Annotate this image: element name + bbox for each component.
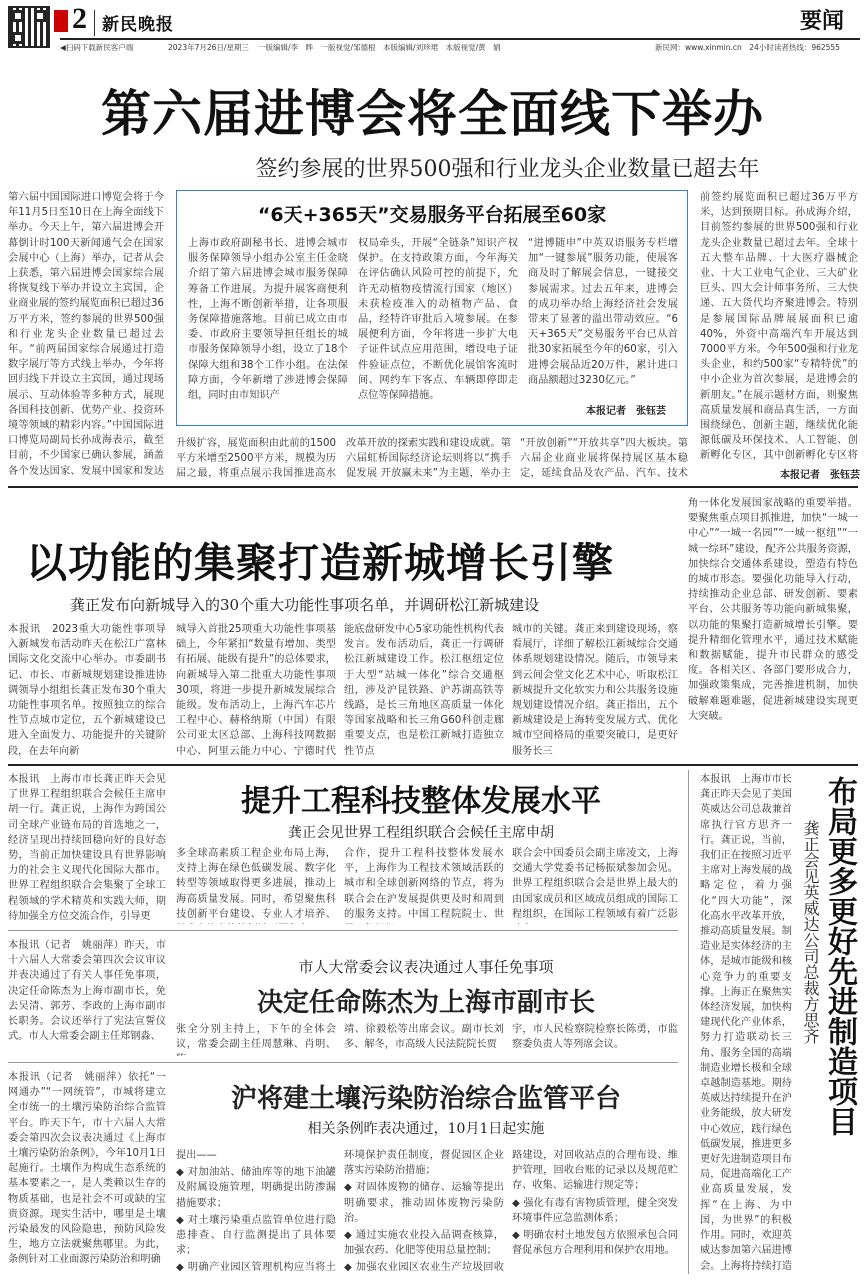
story5-bullet: ◆ 强化有毒有害物质管理，健全突发环境事件应急监测体系； [512,1197,678,1224]
story4-col2: 张全分别主持上，下午的全体会议，常委会副主任周慧琳、肖明、 [176,1024,336,1051]
story5-intro: 提出—— [176,1150,217,1161]
infobox-col1: 上海市政府副秘书长、进博会城市服务保障领导小组办公室主任金晓介绍了第六届进博会城市服务保障筹备工作进展。为提升展客商便利性，上海不断创新举措，让各项服务保障措施落地。目前已成立由市委、市政府主要领导担任组长的城市服务保障领导小组，设立了18个保障大组和38个工作小组。在法保障方面，今年新增了涉进博会保障组，同时由市知识产 [188,238,348,402]
story4-col4: 宇，市人民检察院检察长陈勇，市监察委负责人等列席会议。 [512,1024,678,1051]
divider-1 [8,486,858,488]
story5-col3 [344,1148,504,1274]
story5-bullet: ◆ 明确产业园区管理机构应当将土 [176,1262,336,1274]
story1-headline: 第六届进博会将全面线下举办 [101,85,764,143]
divider-2 [8,764,858,766]
story5-col1: 本报讯（记者 姚丽萍）依托“一网通办”“一网统管”，市城将建立全市统一的土壤污染防治综合监管平台。昨天下午，市十六届人大常委会第四次会议表决通过《上海市土壤污染防治条例》，今年10月1日起施行。土壤作为构成生态系统的基本要素之一，是人类赖以生存的物质基础，也是社会不可或缺的宝贵资源。现实生活中，哪里是土壤污染最发的风险隐患，预防风险发生，地方立法就聚焦哪里。为此，条例针对工业面源污染防治和明确 [8,1072,166,1266]
story1-mid-col3: “开放创新”“开放共享”四大板块。第六届企业商业展将保持展区基本稳定，延续食品及农产品、汽车、技术 [520,438,688,480]
website-line[interactable]: 新民网：www.xinmin.cn 24小时读者热线：962555 [655,43,840,52]
story3-col1: 本报讯 上海市市长龚正昨天会见了世界工程组织联合会候任主席申胡一行。龚正说，上海作为跨国公司全球产业链布局的首选地之一，经济呈现出持续回稳向好的良好态势，当前正加快建设具有世界影响力的社会主义现代化国际大都市。世界工程组织联合会集聚了全球工程领域的学术精英和实践大师，期待加强全方位交流合作，引导更 [8,774,166,922]
story3-col4: 联合会中国委员会副主席凌文，上海交通大学党委书记杨振斌参加会见。世界工程组织联合会是世界上最大的由国家成员和区域成员组成的国际工程组织，在国际工程领域有着广泛影 [512,848,678,920]
masthead-rule [60,38,860,40]
infobox-col3: “进博随申”中英双语服务专栏增加“一键参展”服务功能，使展客商及时了解展会信息，一键接交参展需求。过去五年来，进博会的成功举办给上海经济社会发展带来了显著的溢出带动效应。“6天+365天”交易服务平台已从首批30家拓展至今年的60家，引入进博会展品近20万件，累计进口商品额超过3230亿元。” [528,238,678,386]
story5-col4 [512,1148,678,1274]
masthead-divider [94,10,95,36]
story5-bullet: ◆ 通过实施农业投入品调查核算，加强农药、化肥等使用总量控制； [344,1230,504,1257]
paper-name: 新民晚报 [102,15,174,35]
story4-headline: 决定任命陈杰为上海市副市长 [256,988,595,1018]
story2-col5: 角一体化发展国家战略的重要举措。要聚焦重点项目抓推进，加快“一城一中心”“一城一名园”“一城一枢纽”“一城一综环”建设，配齐公共服务资源，加快综合交通体系建设，塑造有特色的城市形态。要强化功能导入行动，持续推动企业总部、研发创新、要素平台、公共服务等功能向新城集聚，以功能的集聚打造新城增长引擎。要提升精细化管理水平，通过技术赋能和数据赋能，提升市民群众的感受度。各相关区、各部门要形成合力，加强政策集成，完善推进机制，加快破解难题难题，促进新城建设实现更大突破。 [688,498,858,722]
story5-bullet: 环境保护责任制度，督促园区企业落实污染防治措施； [344,1150,504,1177]
story5-bullet: ◆ 明确农村土地发包方依照承包合同督促承包方合理利用和保护农用地。 [512,1230,678,1257]
story5-bullet: ◆ 对固体废物的储存、运输等提出明确要求，推动固体废物污染防治。 [344,1182,504,1224]
story2-subhead: 龚正发布向新城导入的30个重大功能性事项名单，并调研松江新城建设 [70,596,540,614]
page-number: 2 [72,2,87,35]
story2-col4: 城市的关键。龚正来到建设现场，察看展厅，详细了解松江新城综合交通体系规划建设情况。随后，市领导来到云间会堂文化艺术中心，听取松江新城提升文化软实力和公共服务设施规划建设情况介绍。龚正指出，五个新城建设是上海转变发展方式、优化城市空间格局的重要突破口，是更好服务长三 [512,624,678,757]
divider-vertical [688,770,689,1274]
story4-col1: 本报讯（记者 姚丽萍）昨天，市十六届人大常委会第四次会议审议并表决通过了有关人事任免事项，决定任命陈杰为上海市副市长，免去吴清、郭芳、李政的上海市副市长职务。会议还举行了宪法宣誓仪式。市人大常委会副主任郑钢淼、 [8,940,166,1043]
infobox-title: “6天+365天”交易服务平台拓展至60家 [257,204,607,226]
story3-col3: 合作，提升工程科技整体发展水平，上海作为工程技术领域活跃的城市和全球创新网络的节点，将为联合会在沪发展提供更及时和周到的服务支持。中国工程院院士、世 [344,848,504,920]
story1-right-byline: 本报记者 张钰芸 [780,470,860,481]
story3-headline: 提升工程科技整体发展水平 [241,784,601,819]
story5-headline: 沪将建土壤污染防治综合监管平台 [230,1084,621,1114]
story2-col1: 本报讯 2023重大功能性事项导入新城发布活动昨天在松江广富林国际文化交流中心举办。市委副书记、市长、市新城规划建设推进协调领导小组组长龚正发布30个重大功能性事项名单。按照独立的综合性节点城市定位，五个新城建设已进入全面发力、功能提升的关键阶段，在去年向新 [8,624,166,757]
story1-subhead: 签约参展的世界500强和行业龙头企业数量已超去年 [255,157,760,182]
story6-col1: 本报讯 上海市市长龚正昨天会见了美国英威达公司总裁兼首席执行官方思齐一行。龚正说，当前，我们正在按照习近平主席对上海发展的战略定位，着力强化“四大功能”，深化高水平改革开放，推动高质量发展。制造业是实体经济的主体，是城市能级和核心竞争力的重要支撑。上海正在聚焦实体经济发展，加快构建现代化产业体系，努力打造联动长三角、服务全国的高端制造业增长极和全球卓越制造基地。期待英威达持续提升在沪业务能级，放大研发中心效应，践行绿色低碳发展，推进更多更好先进制造项目布局，促进高端化工产业高质量发展，发挥“在上海、为中国，为世界”的积极作用。同时，欢迎英威达参加第六届进博会。上海将持续打造 [700,774,792,1272]
story5-bullet: ◆ 加强农业园区农业生产垃圾回收 [344,1262,504,1274]
qr-code[interactable] [8,6,50,48]
infobox-col2: 权局牵头，开展“全链条”知识产权保护。在支持政策方面，今年海关在评估确认风险可控的前提下，允许无动植物疫情流行国家（地区）未获检疫准入的动植物产品、食品，经特许审批后入境参展。在参展便利方面，今年将进一步扩大电子证件试点应用范围，增设电子证件验证点位，不断优化展馆客流时间、网约车下客点、车辆即停即走点位等保障措施。 [358,238,518,402]
divider-4 [8,1062,678,1063]
story6-headline: 布局更多更好先进制造项目 [822,776,857,1136]
story3-subhead: 龚正会见世界工程组织联合会候任主席申胡 [288,825,554,841]
story2-col2: 城导入首批25项重大功能性事项基础上，今年紧扣“数量有增加、类型有拓展、能级有提升”的总体要求，向新城导入第二批重大功能性事项30项，将进一步提升新城发展综合能级。发布活动上，上海汽车芯片工程中心、赫格纳斯（中国）有限公司亚太区总部、上海科技网数据中心、阿里云能力中心、宁德时代 [176,624,336,757]
story5-subhead: 相关条例昨表决通过，10月1日起实施 [307,1121,545,1137]
story1-col1: 第六届中国国际进口博览会将于今年11月5日至10日在上海全面线下举办。今天上午，第六届进博会开幕倒计时100天新闻通气会在国家会展中心（上海）举办，记者从会上获悉，第六届进博会国家综合展将恢复线下举办并设立主宾国，企业商业展的签约展览面积已超过36万平方米，签约参展的世界500强和行业龙头企业数量已超过去年。“前两届国家综合展通过打造数字展厅等方式线上举办，今年将回归线下并设立主宾国，通过现场展示、互动体验等多种方式，展现各国科技创新、优势产业、投资环境等领域的精彩内容。”中国国际进口博览局副局长孙成海表示，截至目前，不少国家已确认参展，涵盖各个发达国家、发展中国家和发达 [8,192,164,477]
date-line: 2023年7月26日/星期三 [168,43,249,52]
story5-col2 [176,1148,336,1274]
story5-bullet: 路建设，对回收站点的合理布设、维护管理，回收台账的记录以及规范贮存、收集、运输进行规定等； [512,1150,678,1192]
story4-kicker: 市人大常委会议表决通过人事任免事项 [298,958,554,976]
divider-3 [8,930,678,931]
infobox-byline: 本报记者 张钰芸 [586,406,666,417]
story6-subhead: 龚正会见英威达公司总裁方思齐 [801,820,820,1044]
story1-mid-col1: 升级扩容，展览面积由此前的1500平方米增至2500平方米，规模为历届之最，将重点展示我国推进高水 [176,438,336,480]
story5-bullet: ◆ 对土壤污染重点监管单位进行隐患排查、自行监测提出了具体要求； [176,1214,336,1257]
logo-badge [54,10,68,32]
story2-headline: 以功能的集聚打造新城增长引擎 [26,539,614,587]
story5-bullet: ◆ 对加油站、储油库等的地下油罐及附属设施管理，明确提出防渗漏措施要求； [176,1167,336,1209]
story3-col2: 多全球高素质工程企业布局上海，支持上海在绿色低碳发展、数字化转型等领域取得更多进展，推动上海高质量发展。同时，希望聚焦科技创新平台建设、专业人才培养、 [176,848,336,920]
scan-hint: ◀扫码下载新民客户端 [60,43,134,52]
story2-col3: 能底盘研发中心5家功能性机构代表发言。发布活动后，龚正一行调研松江新城建设工作。松江枢纽定位于大型“站城一体化”综合交通枢纽，涉及沪昆铁路、沪苏湖高铁等线路，是长三角地区高质量一体化等国家战略和长三角G60科创走廊重要支点，也是松江新城打造独立性节点 [344,624,504,757]
story4-col3: 靖、徐毅松等出席会议。副市长刘多、解冬，市高级人民法院院长贾 [344,1024,504,1051]
section-title: 要闻 [800,9,845,34]
story1-mid-col2: 改革开放的探索实践和建设成就。第六届虹桥国际经济论坛则将以“携手促发展 开放赢未来”为主题，举办主 [346,438,511,480]
editors-line: 一版编辑/李 晔 一版视觉/邹德根 本版编辑/刘珍珺 本版视觉/黄 娟 [258,43,501,52]
story1-right-col: 前签约展览面积已超过36万平方米，达到预期目标。孙成海介绍，目前签约参展的世界500强和行业龙头企业数量已超过去年。全球十五大整车品牌、十大医疗器械企业、十大工业电气企业、三大矿业巨头、四大会计师事务所、三大快递、五大货代均齐聚进博会。特别是参展国际品牌展展面积已逾40%，外资中高端汽车开展达到7000平方米。今年500强和行业龙头企业，和约500家“专精特优”的中小企业为首次参展，是进博会的新朋友。”在展示题材方面，则聚焦高质量发展和商品真生活，一方面围绕绿色、创新主题，继续优化能源低碳及环保技术、人工智能、创新孵化专区，其中创新孵化专区将 [700,192,858,462]
